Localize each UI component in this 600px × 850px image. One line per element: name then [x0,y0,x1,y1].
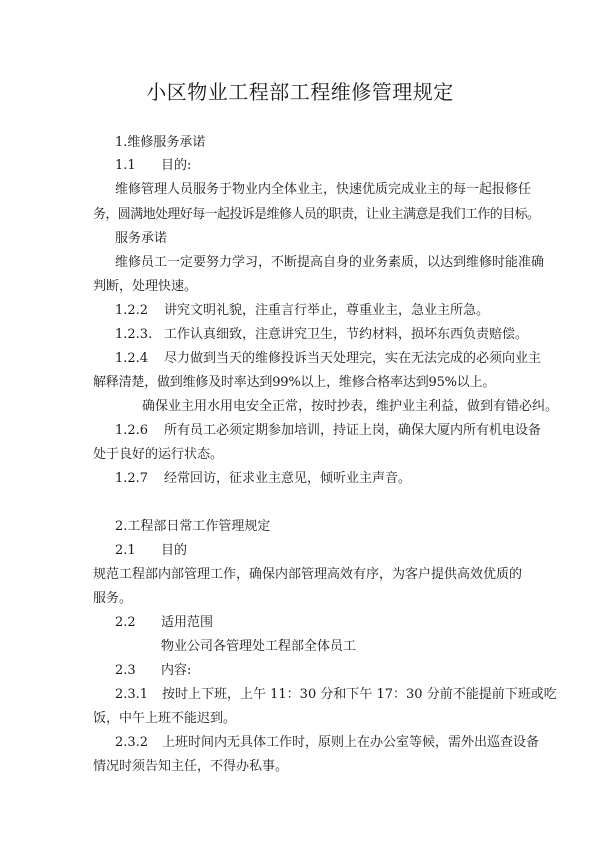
clause-2-3-1-number: 2.3.1 [115,687,149,702]
clause-2-1 [115,542,188,560]
commitment-line-2: 判断，处理快速。 [93,279,198,294]
section2-purpose-line-2: 服务。 [93,591,133,606]
clause-2-3-number: 2.3 [115,663,136,678]
section2-purpose-line-1: 规范工程部内部管理工作，确保内部管理高效有序，为客户提供高效优质的 [93,567,523,582]
clause-2-3-1-text-line-2: 饭，中午上班不能迟到。 [93,711,237,726]
clause-1-2-4-text-line-2: 解释清楚，做到维修及时率达到99%以上，维修合格率达到95%以上。 [93,375,496,390]
section2-heading: 2.工程部日常工作管理规定 [115,519,271,534]
clause-2-3-2 [115,734,540,752]
document-title: 小区物业工程部工程维修管理规定 [146,80,454,104]
clause-2-3-2-number: 2.3.2 [115,735,149,750]
clause-2-3 [115,662,192,680]
clause-1-2-2-number: 1.2.2 [115,303,149,318]
clause-2-3-2-text-line-1: 上班时间内无具体工作时，原则上在办公室等候，需外出巡查设备 [162,735,540,750]
clause-1-2-4 [115,350,542,368]
clause-2-3-1 [115,686,557,704]
clause-1-1 [115,157,192,175]
clause-2-1-label: 目的 [161,543,188,558]
clause-2-2-number: 2.2 [115,615,136,630]
safety-line: 确保业主用水用电安全正常，按时抄表，维护业主利益，做到有错必纠。 [142,399,559,414]
clause-2-3-2-text-line-2: 情况时须告知主任，不得办私事。 [93,759,289,774]
section1-heading: 1.维修服务承诺 [115,135,206,150]
clause-1-2-2-text: 讲究文明礼貌，注重言行举止，尊重业主，急业主所急。 [164,303,490,318]
clause-1-2-4-number: 1.2.4 [115,351,149,366]
clause-2-2-label: 适用范围 [161,615,214,630]
commitment-line-1: 维修员工一定要努力学习，不断提高自身的业务素质，以达到维修时能准确 [115,255,545,270]
clause-1-1-label: 目的: [161,158,192,173]
clause-1-2-6-number: 1.2.6 [115,423,149,438]
clause-1-2-6 [115,422,542,440]
purpose-line-2: 务，圆满地处理好每一起投诉是维修人员的职责，让业主满意是我们工作的目标。 [93,207,540,222]
clause-2-3-label: 内容: [161,663,192,678]
clause-1-2-6-text-line-2: 处于良好的运行状态。 [93,447,224,462]
clause-1-2-3-text: 工作认真细致，注意讲究卫生，节约材料，损坏东西负责赔偿。 [164,327,529,342]
clause-1-2-7-number: 1.2.7 [115,471,149,486]
clause-2-1-number: 2.1 [115,543,136,558]
clause-1-2-7 [115,470,412,488]
scope-line: 物业公司各管理处工程部全体员工 [161,639,357,654]
purpose-line-1: 维修管理人员服务于物业内全体业主，快速优质完成业主的每一起报修任 [115,182,532,197]
clause-1-2-4-text-line-1: 尽力做到当天的维修投诉当天处理完，实在无法完成的必须向业主 [164,351,542,366]
clause-2-3-1-text-line-1: 按时上下班，上午 11：30 分和下午 17：30 分前不能提前下班或吃 [162,687,557,702]
clause-1-1-number: 1.1 [115,158,136,173]
clause-1-2-3-number: 1.2.3. [115,327,153,342]
clause-1-2-2 [115,302,490,320]
clause-1-2-3 [115,326,529,344]
service-commitment-heading: 服务承诺 [115,231,168,246]
clause-1-2-6-text-line-1: 所有员工必须定期参加培训，持证上岗，确保大厦内所有机电设备 [164,423,542,438]
clause-2-2 [115,614,214,632]
clause-1-2-7-text: 经常回访，征求业主意见，倾听业主声音。 [164,471,412,486]
